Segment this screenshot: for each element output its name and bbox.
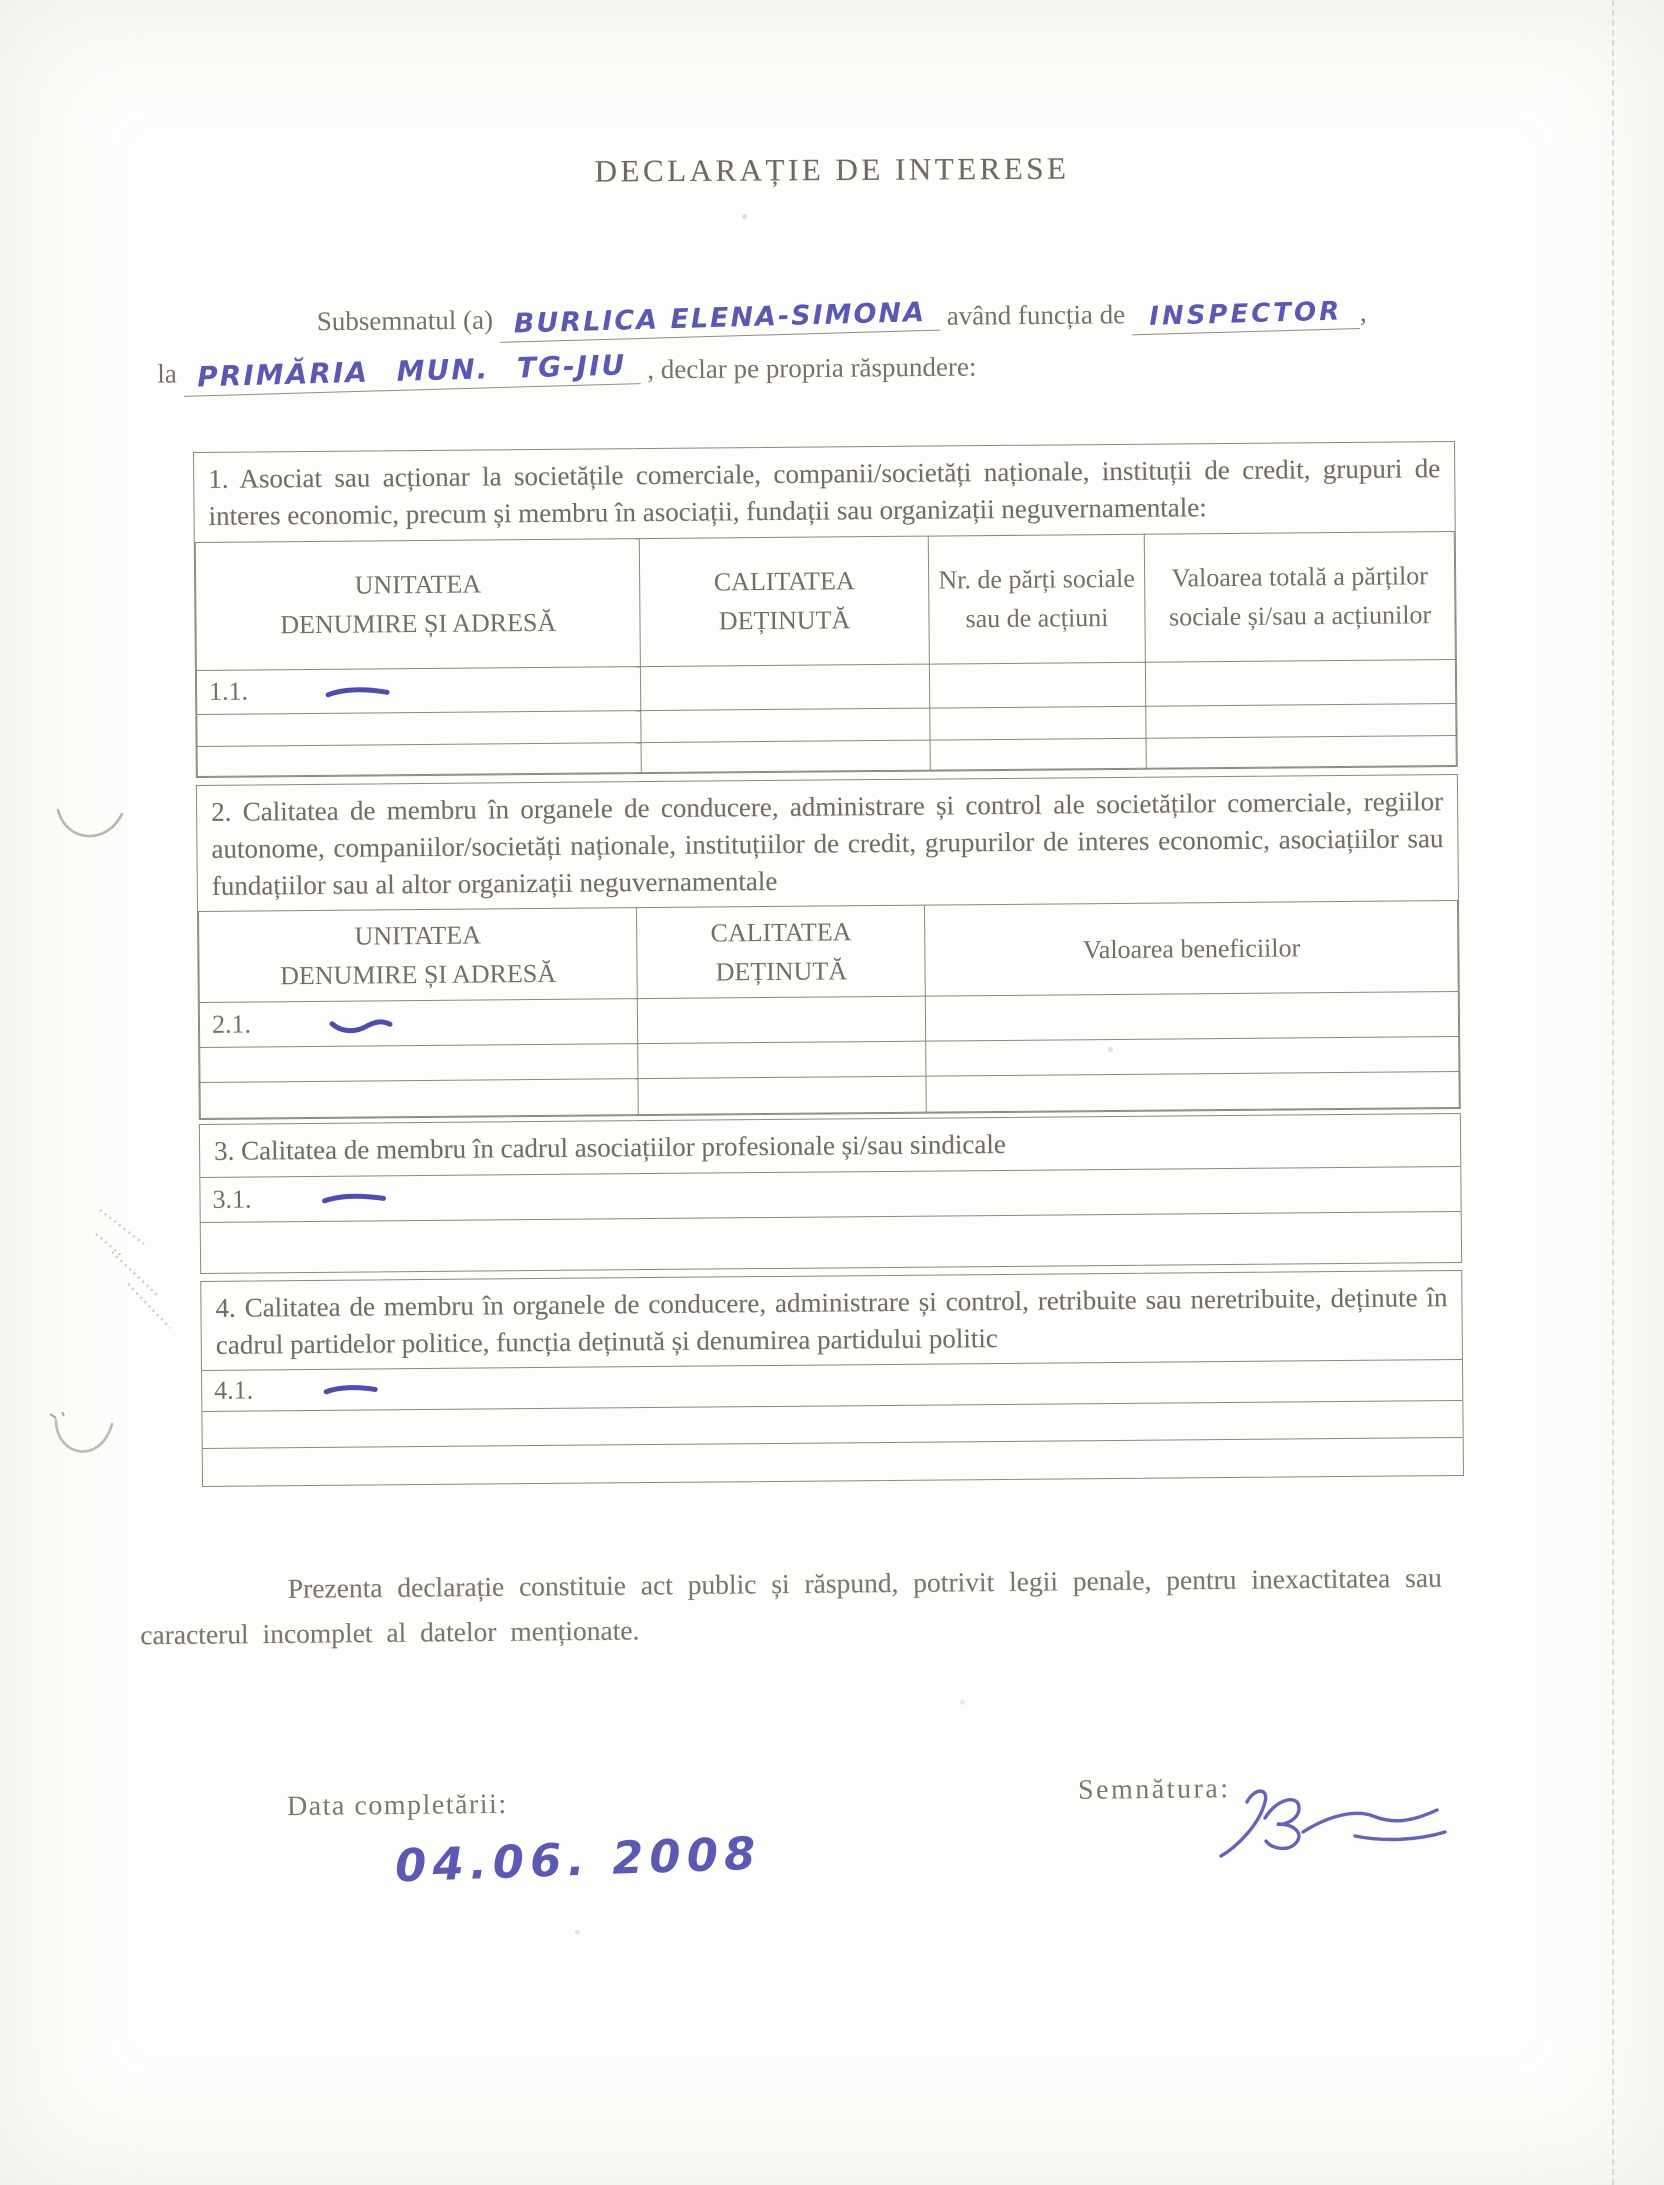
handwritten-dash-icon (321, 1191, 387, 1206)
section-1-heading: 1. Asociat sau acționar la societățile comerciale, companii/societăți naționale, instituții de credit, grupuri de interes economic, precum și membru în asociații, fundații sau organizații neguvernamentale: (208, 453, 1441, 532)
s2-h2-line2: DEȚINUTĂ (715, 956, 848, 987)
form-tables (193, 441, 1464, 1487)
section-4-heading: 4. Calitatea de membru în organele de conducere, administrare și control, retribuite sau neretribuite, deținute în cadrul partidelor politice, funcția deținută și denumirea partidului politic (201, 1270, 1462, 1370)
closing-paragraph: Prezenta declarație constituie act public și răspund, potrivit legii penale, pentru inexactitatea sau caracterul incomplet al datelor menționate. (140, 1561, 1442, 1650)
section-3-box (199, 1113, 1462, 1273)
ink-speck (1108, 1047, 1113, 1052)
row-1-1-label: 1.1. (208, 676, 249, 706)
empty-cell (200, 1079, 638, 1119)
signature-label: Semnătura: (1077, 1773, 1231, 1806)
empty-cell (929, 706, 1146, 740)
row-4-1-label: 4.1. (214, 1375, 254, 1405)
s1-h2-line2: DEȚINUTĂ (718, 605, 851, 636)
empty-cell (926, 1072, 1459, 1113)
intro-middle: având funcția de (946, 299, 1126, 331)
smudge-hatch-mark (92, 1200, 192, 1340)
pencil-arc-mark (48, 1412, 124, 1474)
intro-comma: , (1359, 297, 1367, 328)
s2-header-valoarea-beneficiilor: Valoarea beneficiilor (925, 901, 1458, 997)
s1-header-unitatea (195, 538, 641, 670)
intro-prefix: Subsemnatul (a) (316, 304, 494, 337)
handwritten-position: INSPECTOR (1132, 297, 1361, 335)
empty-cell (926, 992, 1459, 1042)
empty-cell (1146, 703, 1456, 738)
empty-cell (200, 1044, 638, 1083)
row-2-1-cell (199, 999, 638, 1048)
section-1-table (195, 530, 1457, 776)
empty-cell (1146, 735, 1456, 768)
signature-scrawl-icon (1205, 1782, 1455, 1882)
handwritten-date: 04.06. 2008 (394, 1826, 763, 1893)
empty-cell (197, 710, 642, 746)
date-label: Data completării: (286, 1788, 508, 1823)
ink-speck (862, 160, 867, 165)
empty-cell (638, 1041, 927, 1079)
section-4-box (200, 1269, 1464, 1487)
empty-cell (638, 1076, 927, 1115)
handwritten-name: BURLICA ELENA-SIMONA (499, 298, 940, 343)
first-line-indent (157, 330, 317, 331)
empty-cell (637, 996, 926, 1044)
s1-h1-line2: DENUMIRE ȘI ADRESĂ (280, 607, 557, 640)
s1-h2-line1: CALITATEA (713, 566, 855, 597)
ink-speck (742, 214, 747, 219)
section-2-box (196, 773, 1461, 1120)
empty-cell (930, 738, 1147, 770)
empty-cell (641, 708, 930, 743)
empty-cell (197, 742, 642, 776)
row-2-1-label: 2.1. (211, 1009, 252, 1040)
s2-h1-line1: UNITATEA (354, 920, 482, 951)
ink-speck (960, 1700, 965, 1705)
handwritten-dash-icon (327, 1017, 393, 1036)
empty-cell (641, 740, 930, 773)
intro-paragraph (157, 286, 1458, 400)
s1-header-nr-parti: Nr. de părți sociale sau de acțiuni (928, 534, 1146, 664)
intro-line2-prefix: la (157, 358, 177, 389)
empty-cell (1146, 659, 1456, 706)
s1-header-valoare: Valoarea totală a părților sociale și/sau a acțiunilor (1145, 531, 1456, 662)
section-1-box (193, 441, 1458, 778)
section-2-table (198, 900, 1460, 1119)
handwritten-dash-icon (325, 685, 391, 700)
document-title: DECLARAȚIE DE INTERESE (594, 150, 1070, 189)
section-2-heading: 2. Calitatea de membru în organele de conducere, administrare și control ale societăților comerciale, regiilor autonome, companiilor/societăți naționale, instituțiilor de credit, grupurilor de interes economic, asociațiilor sau fundațiilor sau al altor organizații neguvernamentale (211, 785, 1444, 901)
handwritten-dash-icon (323, 1382, 379, 1396)
row-1-1-cell (196, 666, 641, 714)
fold-crease-line (1612, 0, 1614, 2185)
pencil-arc-mark (52, 800, 130, 856)
s2-h2-line1: CALITATEA (710, 917, 852, 948)
row-3-1-label: 3.1. (212, 1184, 252, 1214)
s2-header-unitatea (199, 908, 638, 1003)
s2-h1-line2: DENUMIRE ȘI ADRESĂ (280, 959, 557, 991)
ink-speck (575, 1930, 580, 1935)
s2-header-calitatea (637, 905, 926, 999)
handwritten-employer: PRIMĂRIA MUN. TG-JIU (183, 350, 641, 397)
s1-h1-line1: UNITATEA (354, 569, 482, 600)
s1-header-calitatea (640, 536, 929, 667)
empty-cell (641, 664, 930, 711)
section-3-heading: 3. Calitatea de membru în cadrul asociațiilor profesionale și/sau sindicale (200, 1114, 1460, 1177)
intro-line2-suffix: , declar pe propria răspundere: (647, 351, 977, 385)
empty-cell (926, 1037, 1459, 1077)
empty-cell (929, 662, 1146, 708)
